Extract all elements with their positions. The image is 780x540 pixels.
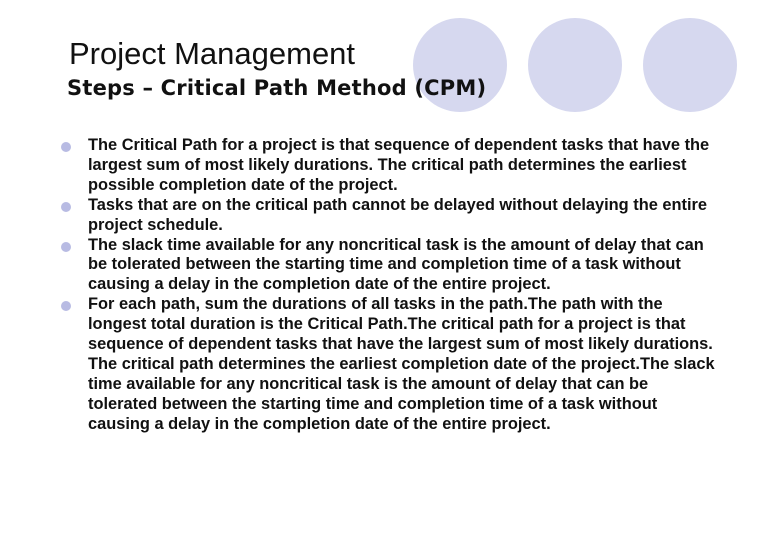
bullet-item bbox=[61, 295, 721, 434]
bullet-item bbox=[61, 196, 721, 236]
bullet-icon bbox=[61, 202, 71, 212]
bullet-text: The Critical Path for a project is that sequence of dependent tasks that have the largest sum of most likely durations. The critical path determines the earliest possible completion date of the project. bbox=[88, 136, 710, 194]
bullet-list bbox=[61, 136, 721, 435]
bullet-text: For each path, sum the durations of all tasks in the path.The path with the longest total duration is the Critical Path.The critical path for a project is that sequence of dependent tasks that have the largest sum of most likely durations. The critical path determines the earliest completion date of the project.The slack time available for any noncritical task is the amount of delay that can be tolerated between the starting time and completion time of a task without causing a delay in the completion date of the entire project. bbox=[88, 295, 715, 433]
bullet-icon bbox=[61, 142, 71, 152]
bullet-item bbox=[61, 236, 721, 296]
slide-title: Project Management bbox=[69, 36, 356, 71]
bullet-text: The slack time available for any noncritical task is the amount of delay that can be tolerated between the starting time and completion time of a task without causing a delay in the completion date of the entire project. bbox=[88, 235, 704, 294]
slide-subtitle: Steps – Critical Path Method (CPM) bbox=[67, 76, 487, 100]
bullet-icon bbox=[61, 242, 71, 252]
decor-circle bbox=[643, 18, 737, 112]
bullet-text: Tasks that are on the critical path cannot be delayed without delaying the entire project schedule. bbox=[88, 195, 708, 234]
bullet-icon bbox=[61, 301, 71, 311]
decor-circle bbox=[528, 18, 622, 112]
bullet-item bbox=[61, 136, 721, 196]
